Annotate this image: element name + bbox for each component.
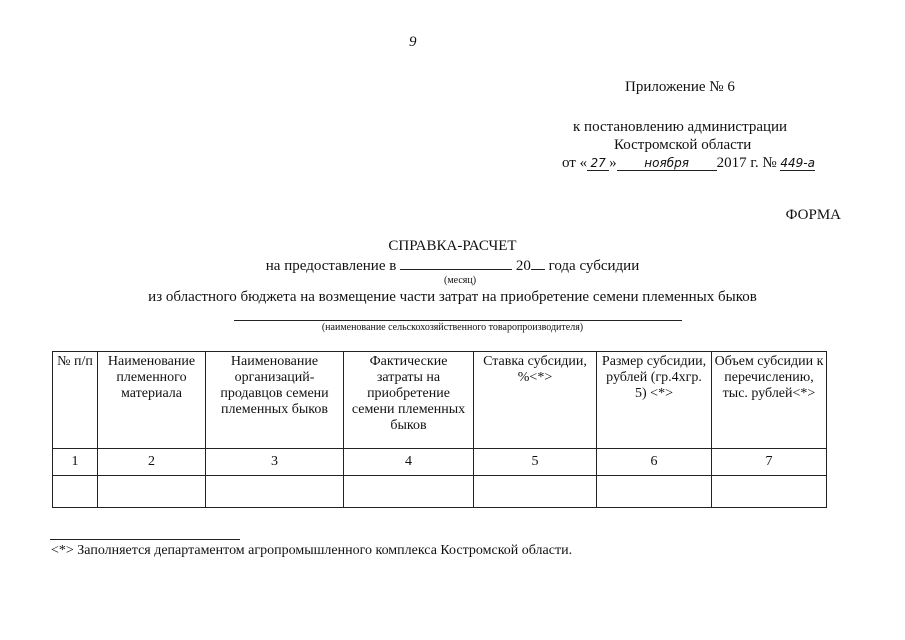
table-cell [474,476,597,508]
table-header-row [53,352,827,449]
table-row [53,476,827,508]
header-cell: Ставка субсидии, %<*> [474,352,597,449]
table-cell [344,476,474,508]
column-number: 6 [597,449,712,476]
decree-line-2: Костромской области [614,137,752,153]
decree-date-line [562,155,815,172]
year-blank [531,257,545,270]
table-cell [712,476,827,508]
decree-number: 449-а [780,156,815,170]
column-number: 5 [474,449,597,476]
column-number: 2 [98,449,206,476]
subtitle-line-2: из областного бюджета на возмещение части затрат на приобретение семени племенных быков [148,289,757,305]
document-title: СПРАВКА-РАСЧЕТ [388,238,517,254]
column-number: 4 [344,449,474,476]
appendix-label: Приложение № 6 [625,79,735,95]
column-number: 1 [53,449,98,476]
column-number-row [53,449,827,476]
subsidy-table [52,351,827,508]
header-cell: Наименование организаций-продавцов семени племенных быков [206,352,344,449]
producer-hint: (наименование сельскохозяйственного товаропроизводителя) [321,322,584,333]
table-cell [53,476,98,508]
date-year: 2017 г. № [716,155,777,171]
header-cell: № п/п [53,352,98,449]
subtitle-line-1 [0,257,905,275]
table-cell [206,476,344,508]
header-cell: Фактические затраты на приобретение семени племенных быков [344,352,474,449]
page-number: 9 [409,34,417,50]
table-cell [597,476,712,508]
decree-line-1: к постановлению администрации [573,119,788,135]
form-label: ФОРМА [785,207,841,223]
header-cell: Объем субсидии к перечислению, тыс. рублей<*> [712,352,827,449]
date-mid: » [609,155,617,171]
table-cell [98,476,206,508]
month-blank [400,257,512,270]
footnote: <*> Заполняется департаментом агропромышленного комплекса Костромской области. [51,543,573,558]
subtitle-part-1: на предоставление в [265,258,397,274]
column-number: 3 [206,449,344,476]
header-cell: Наименование племенного материала [98,352,206,449]
date-day: 27 [587,156,609,171]
date-prefix: от « [562,155,588,171]
month-hint: (месяц) [444,275,477,286]
date-month: ноября [617,156,717,171]
header-cell: Размер субсидии, рублей (гр.4хгр. 5) <*> [597,352,712,449]
footnote-rule [50,539,240,540]
producer-name-line [234,320,682,321]
column-number: 7 [712,449,827,476]
subtitle-part-3: года субсидии [548,258,640,274]
subtitle-part-2: 20 [515,258,531,274]
